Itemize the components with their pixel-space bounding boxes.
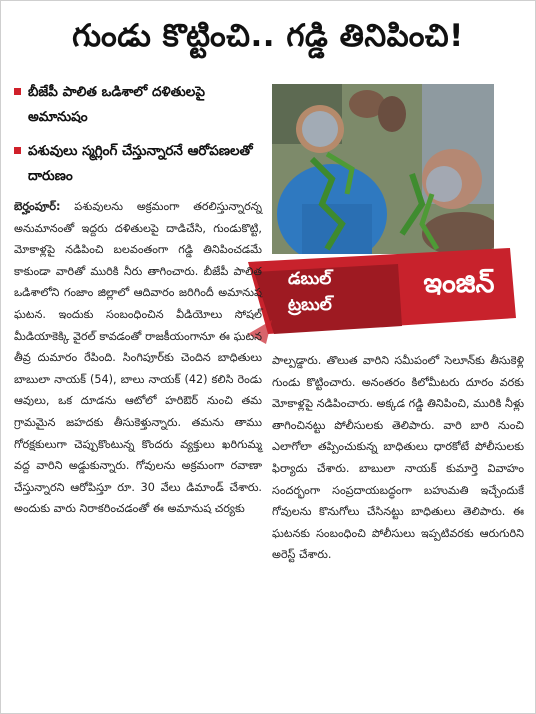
photo-illustration <box>272 84 494 254</box>
banner-word-engine: ఇంజిన్ <box>423 268 495 299</box>
banner-word-trouble: ట్రబుల్ <box>288 295 332 315</box>
article-column-1 <box>14 196 262 520</box>
bullet-text: పశువులు స్మగ్లింగ్ చేస్తున్నారనే ఆరోపణలతో దారుణం <box>28 143 253 184</box>
subheadline-bullets <box>14 80 264 198</box>
article-column-2 <box>272 350 524 566</box>
news-photo <box>272 84 494 254</box>
headline: గుండు కొట్టించి.. గడ్డి తినిపించి! <box>72 17 464 54</box>
banner-word-double: డబుల్ <box>288 269 332 289</box>
bullet-text: బీజేపీ పాలిత ఒడిశాలో దళితులపై అమానుషం <box>28 84 205 125</box>
bullet-item <box>14 80 264 130</box>
bullet-item <box>14 139 264 189</box>
banner-left-text <box>288 266 396 318</box>
bullet-square-icon <box>14 147 21 154</box>
dateline: బెర్హంపూర్: <box>14 200 61 213</box>
article-text-col2: పాల్పడ్డారు. తొలుత వారిని సమీపంలో సెలూన్‌కు తీసుకెళ్లి గుండు కొట్టించారు. అనంతరం కిలోమీటరు దూరం వరకు మోకాళ్లపై నడిపించారు. అక్కడ గడ్డి తినిపించి, మురికి నీళ్లు తాగించినట్టు పోలీసులకు తెలిపారు. వారి బారి నుంచి ఎలాగోలా తప్పించుకున్న బాధితులు ధారకోటే పోలీసులకు ఫిర్యాదు చేశారు. బాబులా నాయక్ కుమార్తె వివాహం సందర్భంగా సంప్రదాయబద్ధంగా బహుమతి ఇచ్చేందుకే గోవులను కొనుగోలు చేసినట్టు బాధితులు తెలిపారు. ఈ ఘటనకు సంబంధించి పోలీసులు ఇప్పటివరకు ఆరుగురిని అరెస్ట్ చేశారు. <box>272 354 524 562</box>
bullet-square-icon <box>14 88 21 95</box>
double-engine-banner <box>248 248 516 344</box>
article-text-col1: పశువులను అక్రమంగా తరలిస్తున్నారన్న అనుమానంతో ఇద్దరు దళితులపై దాడిచేసి, గుండుకొట్టి, మోకాళ్లపై నడిపించి బలవంతంగా గడ్డి తినిపించడమే కాకుండా వారితో మురికి నీరు తాగించారు. బీజేపీ పాలిత ఒడిశాలోని గంజాం జిల్లాలో ఆదివారం జరిగిందీ అమానుష ఘటన. ఇందుకు సంబంధించిన వీడియోలు సోషల్ మీడియాకెక్కి వైరల్ కావడంతో రాజకీయంగానూ ఈ ఘటన తీవ్ర దుమారం రేపింది. సింగిపూర్‌కు చెందిన బాధితులు బాబులా నాయక్ (54), బాలు నాయక్ (42) కలిసి రెండు ఆవులు, ఒక దూడను ఆటోలో హరిఔర్ నుంచి తమ గ్రామమైన జహదకు తీసుకెళ్తున్నారు. తమను తాము గోరక్షకులుగా చెప్పుకొంటున్న కొందరు వ్యక్తులు ఖరిగుమ్మ వద్ద వారిని అడ్డుకున్నారు. గోవులను అక్రమంగా రవాణా చేస్తున్నారని ఆరోపిస్తూ రూ. 30 వేలు డిమాండ్ చేశారు. అందుకు వారు నిరాకరించడంతో ఈ అమానుష చర్యకు <box>14 200 262 516</box>
